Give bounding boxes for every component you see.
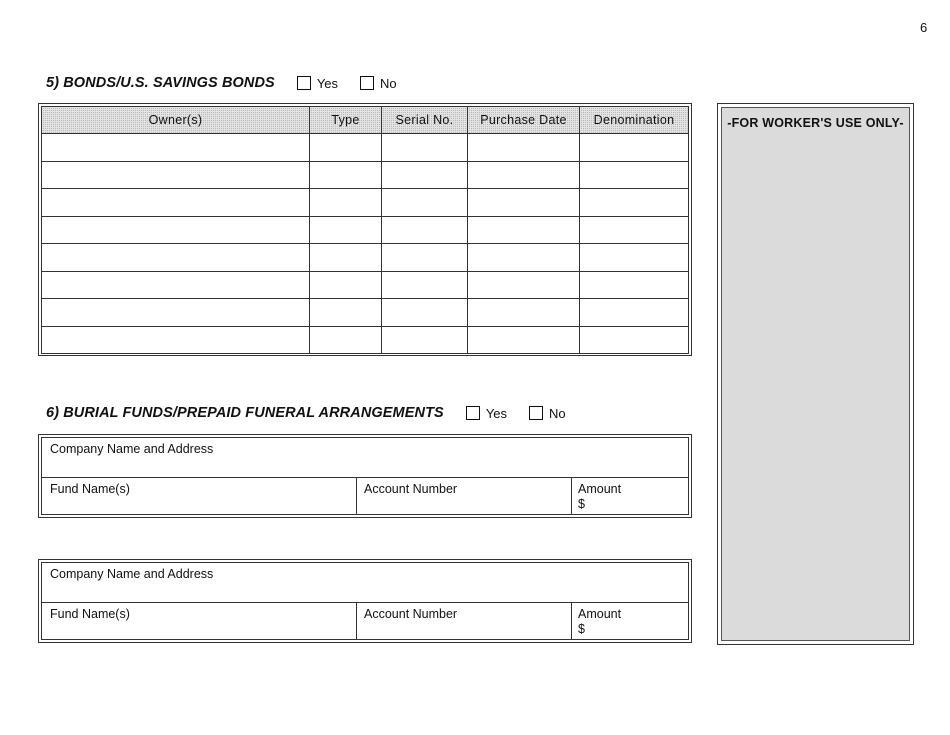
company-name-address-label: Company Name and Address <box>50 567 214 581</box>
table-row <box>42 216 689 244</box>
burial-no-option[interactable] <box>529 406 566 421</box>
cell-owners[interactable] <box>42 299 310 327</box>
cell-serial-no[interactable] <box>382 271 468 299</box>
cell-purchase-date[interactable] <box>468 189 580 217</box>
worker-use-area <box>721 107 910 641</box>
table-row <box>42 189 689 217</box>
cell-owners[interactable] <box>42 271 310 299</box>
company-name-address-field-1[interactable] <box>42 438 688 478</box>
cell-denomination[interactable] <box>580 161 689 189</box>
cell-type[interactable] <box>310 189 382 217</box>
column-header-owners: Owner(s) <box>42 107 310 134</box>
amount-label: Amount <box>578 482 622 496</box>
table-row <box>42 326 689 354</box>
cell-type[interactable] <box>310 326 382 354</box>
table-row <box>42 161 689 189</box>
bonds-yes-label: Yes <box>316 75 339 91</box>
table-row <box>42 244 689 272</box>
burial-entry-1 <box>38 434 692 518</box>
cell-owners[interactable] <box>42 216 310 244</box>
bonds-no-option[interactable] <box>360 76 397 91</box>
company-name-address-field-2[interactable] <box>42 563 688 603</box>
cell-denomination[interactable] <box>580 134 689 162</box>
cell-type[interactable] <box>310 271 382 299</box>
bonds-section-title: 5) BONDS/U.S. SAVINGS BONDS <box>46 75 275 91</box>
fund-names-label: Fund Name(s) <box>50 607 130 621</box>
cell-type[interactable] <box>310 244 382 272</box>
burial-entry-1-detail-row <box>42 478 688 514</box>
bonds-header-row <box>42 107 689 134</box>
company-name-address-label: Company Name and Address <box>50 442 214 456</box>
cell-purchase-date[interactable] <box>468 161 580 189</box>
bonds-no-checkbox[interactable] <box>360 76 374 90</box>
bonds-yes-option[interactable] <box>297 76 338 91</box>
cell-denomination[interactable] <box>580 244 689 272</box>
bonds-yes-checkbox[interactable] <box>297 76 311 90</box>
cell-type[interactable] <box>310 134 382 162</box>
cell-type[interactable] <box>310 299 382 327</box>
burial-section-title: 6) BURIAL FUNDS/PREPAID FUNERAL ARRANGEMENTS <box>46 405 444 421</box>
cell-purchase-date[interactable] <box>468 244 580 272</box>
cell-purchase-date[interactable] <box>468 134 580 162</box>
burial-no-checkbox[interactable] <box>529 406 543 420</box>
cell-type[interactable] <box>310 216 382 244</box>
cell-owners[interactable] <box>42 244 310 272</box>
burial-yes-label: Yes <box>485 405 508 421</box>
cell-purchase-date[interactable] <box>468 271 580 299</box>
table-row <box>42 299 689 327</box>
cell-serial-no[interactable] <box>382 244 468 272</box>
column-header-denomination: Denomination <box>580 107 689 134</box>
cell-purchase-date[interactable] <box>468 216 580 244</box>
account-number-field-2[interactable] <box>357 603 572 639</box>
account-number-label: Account Number <box>364 607 458 621</box>
cell-serial-no[interactable] <box>382 216 468 244</box>
bonds-heading <box>46 75 397 91</box>
page-number: 6 <box>920 20 928 35</box>
burial-yes-checkbox[interactable] <box>466 406 480 420</box>
currency-symbol: $ <box>578 497 585 511</box>
fund-names-field-1[interactable] <box>42 478 357 514</box>
fund-names-label: Fund Name(s) <box>50 482 130 496</box>
burial-entry-2-grid <box>41 562 689 640</box>
cell-purchase-date[interactable] <box>468 299 580 327</box>
cell-denomination[interactable] <box>580 271 689 299</box>
cell-serial-no[interactable] <box>382 299 468 327</box>
column-header-serial-no: Serial No. <box>382 107 468 134</box>
account-number-label: Account Number <box>364 482 458 496</box>
currency-symbol: $ <box>578 622 585 636</box>
cell-denomination[interactable] <box>580 216 689 244</box>
table-row <box>42 271 689 299</box>
cell-denomination[interactable] <box>580 189 689 217</box>
burial-heading <box>46 405 566 421</box>
burial-yes-option[interactable] <box>466 406 507 421</box>
column-header-purchase-date: Purchase Date <box>468 107 580 134</box>
cell-serial-no[interactable] <box>382 189 468 217</box>
cell-purchase-date[interactable] <box>468 326 580 354</box>
cell-serial-no[interactable] <box>382 134 468 162</box>
burial-entry-1-grid <box>41 437 689 515</box>
cell-owners[interactable] <box>42 326 310 354</box>
cell-denomination[interactable] <box>580 326 689 354</box>
amount-field-1[interactable] <box>572 478 688 514</box>
cell-serial-no[interactable] <box>382 326 468 354</box>
worker-use-label: -FOR WORKER'S USE ONLY- <box>727 116 904 130</box>
cell-type[interactable] <box>310 161 382 189</box>
amount-label: Amount <box>578 607 622 621</box>
amount-field-2[interactable] <box>572 603 688 639</box>
burial-entry-2 <box>38 559 692 643</box>
account-number-field-1[interactable] <box>357 478 572 514</box>
column-header-type: Type <box>310 107 382 134</box>
cell-owners[interactable] <box>42 189 310 217</box>
burial-entry-2-detail-row <box>42 603 688 639</box>
bonds-table-frame <box>38 103 692 356</box>
cell-denomination[interactable] <box>580 299 689 327</box>
cell-owners[interactable] <box>42 161 310 189</box>
bonds-no-label: No <box>380 75 397 91</box>
burial-no-label: No <box>549 405 566 421</box>
cell-owners[interactable] <box>42 134 310 162</box>
worker-use-panel <box>717 103 914 645</box>
bonds-table <box>41 106 689 354</box>
table-row <box>42 134 689 162</box>
fund-names-field-2[interactable] <box>42 603 357 639</box>
cell-serial-no[interactable] <box>382 161 468 189</box>
